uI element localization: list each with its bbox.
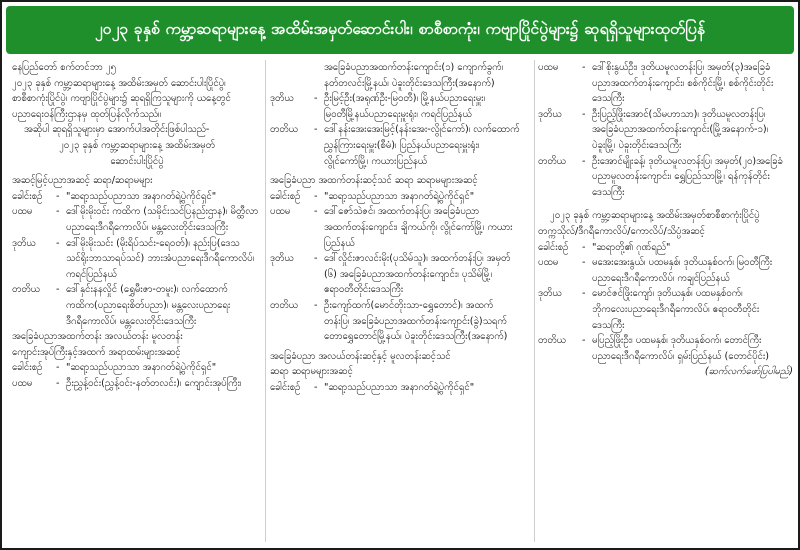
winner-line: မောင်ဇင်ဖြိုးကျော်၊ ဒုတိယနှစ်၊ ပထမနှစ်ဝက်၊	[592, 288, 743, 300]
continued-line: နတ်တလင်းမြို့နယ်၊ ပဲခူးတိုင်းဒေသကြီး(အနောက်)	[324, 77, 495, 89]
topic-row: ခေါင်းစဉ် - "ဆရာ့သည်ပညာသာ အနာဂတ်ရဲ့ပွဲကိုင်ရှင်"	[12, 360, 262, 376]
winner-entry: ပထမ - ဦးညွှန့်ဝင်း(ညွှန့်ဝင်း-နတ်တလင်း)၊ ကျောင်းအုပ်ကြီး၊	[12, 376, 262, 392]
category-heading: အဆင့်မြင့်ပညာအဆင့် ဆရာ/ဆရာမများ	[12, 175, 153, 187]
headline-banner	[6, 6, 794, 54]
column-divider	[534, 60, 535, 542]
winner-entry: တတိယ - ဦးကျော်ထက်(မောင်တိုးသာ-ရွှေတောင်)၊ အထက် တန်းပြ၊ အခြေခံပညာအထက်တန်းကျောင်း(ခွဲ)သရက် တောရွှေတောင်မြို့နယ်၊ ပဲခူးတိုင်းဒေသကြီး(အနောက်)	[270, 298, 532, 345]
section-heading: ၂၀၂၃ ခုနှစ် ကမ္ဘာ့ဆရာများနေ့ အထိမ်းအမှတ်စာစီစာကုံးပြိုင်ပွဲ	[550, 210, 760, 222]
winner-line: အထက်တန်းကျောင်း၊ ချိကယ်ကို၊ လွိုင်ကော်မြို့၊ ကယား	[324, 221, 513, 233]
winner-line: ပညာရေးဒီဂရီကောလိပ်၊ ရှမ်းပြည်နယ် (တောင်ပိုင်း)	[592, 350, 770, 362]
winner-line: ဦးမြင့်ဦး(အရုဏ်ဦး-မြဝတီ)၊ မြို့နယ်ပညာရေးမှူး၊	[324, 93, 486, 105]
winner-line: ဒေါ်ဇော်သဲဇင်၊ အထက်တန်းပြ၊ အခြေခံပညာ	[324, 206, 480, 218]
topic-text: "ဆရာ့သည်ပညာသာ အနာဂတ်ရဲ့ပွဲကိုင်ရှင်"	[324, 381, 475, 393]
winner-line: မြဝတီမြို့နယ်ပညာရေးမှူးရုံး၊ ကရင်ပြည်နယ်	[324, 108, 472, 120]
rank-label: ပထမ	[12, 377, 33, 389]
topic-label: ခေါင်းစဉ်	[538, 241, 569, 253]
winner-line: မပြည့်ဖြိုးဦး၊ ပထမနှစ်၊ ဒုတိယနှစ်ဝက်၊ တောင်ကြီး	[592, 335, 762, 347]
winner-entry: ပထမ - ဒေါ်မိုးမိုးဝင်း ကထိက (သမိုင်းသင်ပြနည်းဌာန)၊ မိတ္ထီလာ ပညာရေးဒီဂရီကောလိပ်၊ မန္တလေးတိုင်းဒေသကြီး	[12, 204, 262, 235]
category-heading: အခြေခံပညာ အထက်တန်းဆင့်သင် ဆရာ ဆရာမများအဆင့်	[270, 175, 478, 187]
winner-entry: တတိယ - ဒေါ်နှင်းနနလှိုင် (ရွှေမီးဇာ-တမူး)၊ လက်ထောက် ကထိက(ပညာရေးစိတ်ပညာ)၊ မန္တလေးပညာရေး ဒီဂရီကောလိပ်၊ မန္တလေးတိုင်းဒေသကြီး	[12, 282, 262, 329]
winner-entry: ဒုတိယ - မောင်ဇင်ဖြိုးကျော်၊ ဒုတိယနှစ်၊ ပထမနှစ်ဝက်၊ ဘိုကလေးပညာရေးဒီဂရီကောလိပ်၊ ဧရာဝတီတိုင်း ဒေသကြီး	[538, 286, 793, 333]
winner-entry: ဒုတိယ - ဒေါ်မိုးမိုးသင်း (မိုးရိပ်သင်း-ရေဝတ်)၊ နည်းပြ(ဒေသ သင်ရိုးဘာသာရပ်သင်) ဘားအံပညာရေးဒီဂရီကောလိပ်၊ ကရင်ပြည်နယ်	[12, 236, 262, 283]
winner-line: ကရင်ပြည်နယ်	[66, 268, 117, 280]
intro-line: ပညာရေးဝန်ကြီးဌာနမှ ထုတ်ပြန်လိုက်သည်။	[12, 108, 161, 120]
intro-line: အဆိုပါ ဆုရရှိသူများမှာ အောက်ပါအတိုင်းဖြစ်ပါသည်-	[24, 124, 210, 136]
column-3	[538, 60, 793, 542]
winner-entry: ပထမ - ဒေါ်စိုးနွယ်ဦး၊ ဒုတိယမူလတန်းပြ၊ အမှတ်(၃)အခြေခံ ပညာအထက်တန်းကျောင်း၊ စစ်ကိုင်းမြို့၊ စစ်ကိုင်းတိုင်း ဒေသကြီး	[538, 60, 793, 107]
winner-line: ဒီဂရီကောလိပ်၊ မန္တလေးတိုင်းဒေသကြီး	[66, 315, 197, 327]
winner-line: ဧရာဝတီတိုင်းဒေသကြီး	[324, 284, 404, 296]
winner-line: ဘိုကလေးပညာရေးဒီဂရီကောလိပ်၊ ဧရာဝတီတိုင်း	[592, 303, 760, 315]
winner-entry: ဒုတိယ - ဦးမြင့်ဦး(အရုဏ်ဦး-မြဝတီ)၊ မြို့နယ်ပညာရေးမှူး၊ မြဝတီမြို့နယ်ပညာရေးမှူးရုံး၊ ကရင်ပြည်နယ်	[270, 91, 532, 122]
winner-line: ဦးအောင်မျိုးခန့်၊ ဒုတိယမူလတန်းပြ၊ အမှတ်(၂၀)အခြေခံ	[592, 155, 783, 167]
winner-line: ဒေါ်နန်းအေးအေးမြင့်(နန်းအေး-လွိုင်ကော်)၊ လက်ထောက်	[324, 124, 520, 136]
winner-line: ပညာရေးဒီဂရီကောလိပ်၊ ကချင်ပြည်နယ်	[592, 272, 730, 284]
column-divider	[265, 60, 266, 542]
rank-label: တတိယ	[538, 335, 566, 347]
topic-label: ခေါင်းစဉ်	[12, 362, 43, 374]
winner-line: ဒေါ်မိုးမိုးသင်း (မိုးရိပ်သင်း-ရေဝတ်)၊ နည်းပြ(ဒေသ	[66, 237, 240, 249]
category-heading: အခြေခံပညာ အလယ်တန်းဆင့်နှင့် မူလတန်းဆင့်သင်	[270, 350, 451, 362]
topic-text: "ဆရာ့သည်ပညာသာ အနာဂတ်ရဲ့ပွဲကိုင်ရှင်"	[324, 190, 475, 202]
category-heading: တက္ကသိုလ်/ဒီဂရီကောလိပ်/ကောလိပ်/သိပ္ပံအဆင့်	[538, 225, 705, 237]
headline-title: ၂၀၂၃ ခုနှစ် ကမ္ဘာ့ဆရာများနေ့ အထိမ်းအမှတ်ဆောင်းပါး၊ စာစီစာကုံး၊ ကဗျာပြိုင်ပွဲများ၌ ဆုရရှိသူများထုတ်ပြန်	[94, 19, 706, 38]
dateline: နေပြည်တော် စက်တင်ဘာ ၂၅	[12, 62, 116, 73]
winner-line: ပြည်နယ်	[324, 237, 355, 249]
winner-entry: ဒုတိယ - ဒေါ်လှိုင်းဇာလင်းမိုး(ပုသိမ်သူ)၊ အထက်တန်းပြ၊ အမှတ် (၆) အခြေခံပညာအထက်တန်းကျောင်း၊ ပုသိမ်မြို့၊ ဧရာဝတီတိုင်းဒေသကြီး	[270, 251, 532, 298]
continued-line: အခြေခံပညာအထက်တန်းကျောင်း(၁) ကျောက်ခွက်၊	[324, 62, 504, 73]
winner-line: ဒေသကြီး	[592, 319, 625, 331]
topic-text: "ဆရာတို့၏ ဂုဏ်ရည်"	[592, 241, 671, 253]
section-heading: ၂၀၂၃ ခုနှစ် ကမ္ဘာ့ဆရာများနေ့ အထိမ်းအမှတ်	[59, 139, 215, 151]
winner-entry: ဒုတိယ - ဦးပြည့်ဖြိုးအောင်(သိမဟာသာ)၊ ဒုတိယမူလတန်းပြ၊ အခြေခံပညာအထက်တန်းကျောင်း(မြို့အနောက်-၁)၊ ပဲခူးမြို့၊ ပဲခူးတိုင်းဒေသကြီး	[538, 107, 793, 154]
winner-entry: တတိယ - ဦးအောင်မျိုးခန့်၊ ဒုတိယမူလတန်းပြ၊ အမှတ်(၂၀)အခြေခံ ပညာမူလတန်းကျောင်း၊ ရွှေပြည်သာမြို့၊ ရန်ကုန်တိုင်း ဒေသကြီး	[538, 154, 793, 201]
winner-line: ဒေါ်စိုးနွယ်ဦး၊ ဒုတိယမူလတန်းပြ၊ အမှတ်(၃)အခြေခံ	[592, 62, 771, 73]
topic-label: ခေါင်းစဉ်	[12, 190, 43, 202]
winner-line: ပညာရေးဒီဂရီကောလိပ်၊ မန္တလေးတိုင်းဒေသကြီး	[66, 221, 229, 233]
rank-label: ဒုတိယ	[270, 93, 294, 105]
category-heading: ကျောင်းအုပ်ကြီးနှင့်အထက် အရာထမ်းများအဆင့်	[12, 346, 181, 358]
winner-line: ကထိက(ပညာရေးစိတ်ပညာ)၊ မန္တလေးပညာရေး	[66, 299, 231, 311]
winner-line: လွိုင်ကော်မြို့၊ ကယားပြည်နယ်	[324, 155, 428, 167]
winner-entry: တတိယ - မပြည့်ဖြိုးဦး၊ ပထမနှစ်၊ ဒုတိယနှစ်ဝက်၊ တောင်ကြီး ပညာရေးဒီဂရီကောလိပ်၊ ရှမ်းပြည်နယ် (တောင်ပိုင်း)	[538, 333, 793, 364]
winner-line: ညွှန်ကြားရေးမှူး(စီမံ)၊ ပြည်နယ်ပညာရေးမှူးရုံး၊	[324, 139, 480, 151]
winner-line: ဦးပြည့်ဖြိုးအောင်(သိမဟာသာ)၊ ဒုတိယမူလတန်းပြ၊	[592, 108, 766, 120]
topic-text: "ဆရာ့သည်ပညာသာ အနာဂတ်ရဲ့ပွဲကိုင်ရှင်"	[66, 190, 217, 202]
rank-label: တတိယ	[270, 124, 298, 136]
winner-line: ပညာအထက်တန်းကျောင်း၊ စစ်ကိုင်းမြို့၊ စစ်ကိုင်းတိုင်း	[592, 77, 774, 89]
winner-entry: တတိယ - ဒေါ်နန်းအေးအေးမြင့်(နန်းအေး-လွိုင်ကော်)၊ လက်ထောက် ညွှန်ကြားရေးမှူး(စီမံ)၊ ပြည်နယ်ပညာရေးမှူးရုံး၊ လွိုင်ကော်မြို့၊ ကယားပြည်နယ်	[270, 122, 532, 169]
category-heading: အခြေခံပညာအထက်တန်း အလယ်တန်း မူလတန်း	[12, 331, 183, 343]
category-heading: ဆရာ ဆရာမများအဆင့်	[270, 366, 353, 378]
rank-label: ပထမ	[538, 257, 559, 269]
winner-line: မအေးအေးနွယ်၊ ပထမနှစ်၊ ဒုတိယနှစ်ဝက်၊ မြဝတီကြီး	[592, 257, 773, 269]
topic-row: ခေါင်းစဉ် - "ဆရာတို့၏ ဂုဏ်ရည်"	[538, 240, 793, 256]
winner-line: ဒေါ်နှင်းနနလှိုင် (ရွှေမီးဇာ-တမူး)၊ လက်ထောက်	[66, 284, 228, 296]
winner-line: တောရွှေတောင်မြို့နယ်၊ ပဲခူးတိုင်းဒေသကြီး(အနောက်)	[324, 331, 508, 343]
winner-entry: ပထမ - ဒေါ်ဇော်သဲဇင်၊ အထက်တန်းပြ၊ အခြေခံပညာ အထက်တန်းကျောင်း၊ ချိကယ်ကို၊ လွိုင်ကော်မြို့၊ ကယား ပြည်နယ်	[270, 204, 532, 251]
winner-line: သင်ရိုးဘာသာရပ်သင်) ဘားအံပညာရေးဒီဂရီကောလိပ်၊	[66, 253, 255, 265]
rank-label: ပထမ	[270, 206, 291, 218]
rank-label: တတိယ	[538, 155, 566, 167]
rank-label: ဒုတိယ	[270, 253, 294, 265]
winner-line: ဦးညွှန့်ဝင်း(ညွှန့်ဝင်း-နတ်တလင်း)၊ ကျောင်းအုပ်ကြီး၊	[66, 377, 242, 389]
winner-line: ပညာမူလတန်းကျောင်း၊ ရွှေပြည်သာမြို့၊ ရန်ကုန်တိုင်း	[592, 171, 770, 183]
intro-line: ၂၀၂၃ ခုနှစ် ကမ္ဘာ့ဆရာများနေ့ အထိမ်းအမှတ် ဆောင်းပါးပြိုင်ပွဲ၊	[12, 77, 226, 89]
winner-line: ဒေသကြီး	[592, 93, 625, 105]
intro-line: စာစီစာကုံးပြိုင်ပွဲ၊ ကဗျာပြိုင်ပွဲများ၌ ဆုရရှိကြသူများကို ယနေ့တွင်	[12, 93, 231, 105]
topic-row: ခေါင်းစဉ် - "ဆရာ့သည်ပညာသာ အနာဂတ်ရဲ့ပွဲကိုင်ရှင်"	[12, 189, 262, 205]
section-heading: ဆောင်းပါးပြိုင်ပွဲ	[110, 155, 164, 167]
column-1	[12, 60, 262, 542]
rank-label: ပထမ	[12, 206, 33, 218]
column-2	[270, 60, 532, 542]
topic-label: ခေါင်းစဉ်	[270, 381, 301, 393]
winner-entry: ပထမ - မအေးအေးနွယ်၊ ပထမနှစ်၊ ဒုတိယနှစ်ဝက်၊ မြဝတီကြီး ပညာရေးဒီဂရီကောလိပ်၊ ကချင်ပြည်နယ်	[538, 255, 793, 286]
winner-line: တန်းပြ၊ အခြေခံပညာအထက်တန်းကျောင်း(ခွဲ)သရက်	[324, 315, 507, 327]
rank-label: ဒုတိယ	[538, 288, 562, 300]
winner-line: ဒေါ်လှိုင်းဇာလင်းမိုး(ပုသိမ်သူ)၊ အထက်တန်းပြ၊ အမှတ်	[324, 253, 511, 265]
rank-label: တတိယ	[12, 284, 40, 296]
topic-row: ခေါင်းစဉ် - "ဆရာ့သည်ပညာသာ အနာဂတ်ရဲ့ပွဲကိုင်ရှင်"	[270, 380, 532, 396]
winner-line: ဒေါ်မိုးမိုးဝင်း ကထိက (သမိုင်းသင်ပြနည်းဌာန)၊ မိတ္ထီလာ	[66, 206, 259, 218]
rank-label: တတိယ	[270, 299, 298, 311]
winner-line: (၆) အခြေခံပညာအထက်တန်းကျောင်း၊ ပုသိမ်မြို့၊	[324, 268, 493, 280]
winner-line: ဒေသကြီး	[592, 186, 625, 198]
rank-label: ဒုတိယ	[12, 237, 36, 249]
topic-row: ခေါင်းစဉ် - "ဆရာ့သည်ပညာသာ အနာဂတ်ရဲ့ပွဲကိုင်ရှင်"	[270, 189, 532, 205]
rank-label: ဒုတိယ	[538, 108, 562, 120]
topic-label: ခေါင်းစဉ်	[270, 190, 301, 202]
winner-line: အခြေခံပညာအထက်တန်းကျောင်း(မြို့အနောက်-၁)၊	[592, 124, 769, 136]
to-be-continued: (ဆက်လက်ဖော်ပြပါမည်)	[704, 366, 793, 378]
rank-label: ပထမ	[538, 62, 559, 73]
winner-line: ဦးကျော်ထက်(မောင်တိုးသာ-ရွှေတောင်)၊ အထက်	[324, 299, 494, 311]
winner-line: ပဲခူးမြို့၊ ပဲခူးတိုင်းဒေသကြီး	[592, 139, 682, 151]
topic-text: "ဆရာ့သည်ပညာသာ အနာဂတ်ရဲ့ပွဲကိုင်ရှင်"	[66, 362, 217, 374]
